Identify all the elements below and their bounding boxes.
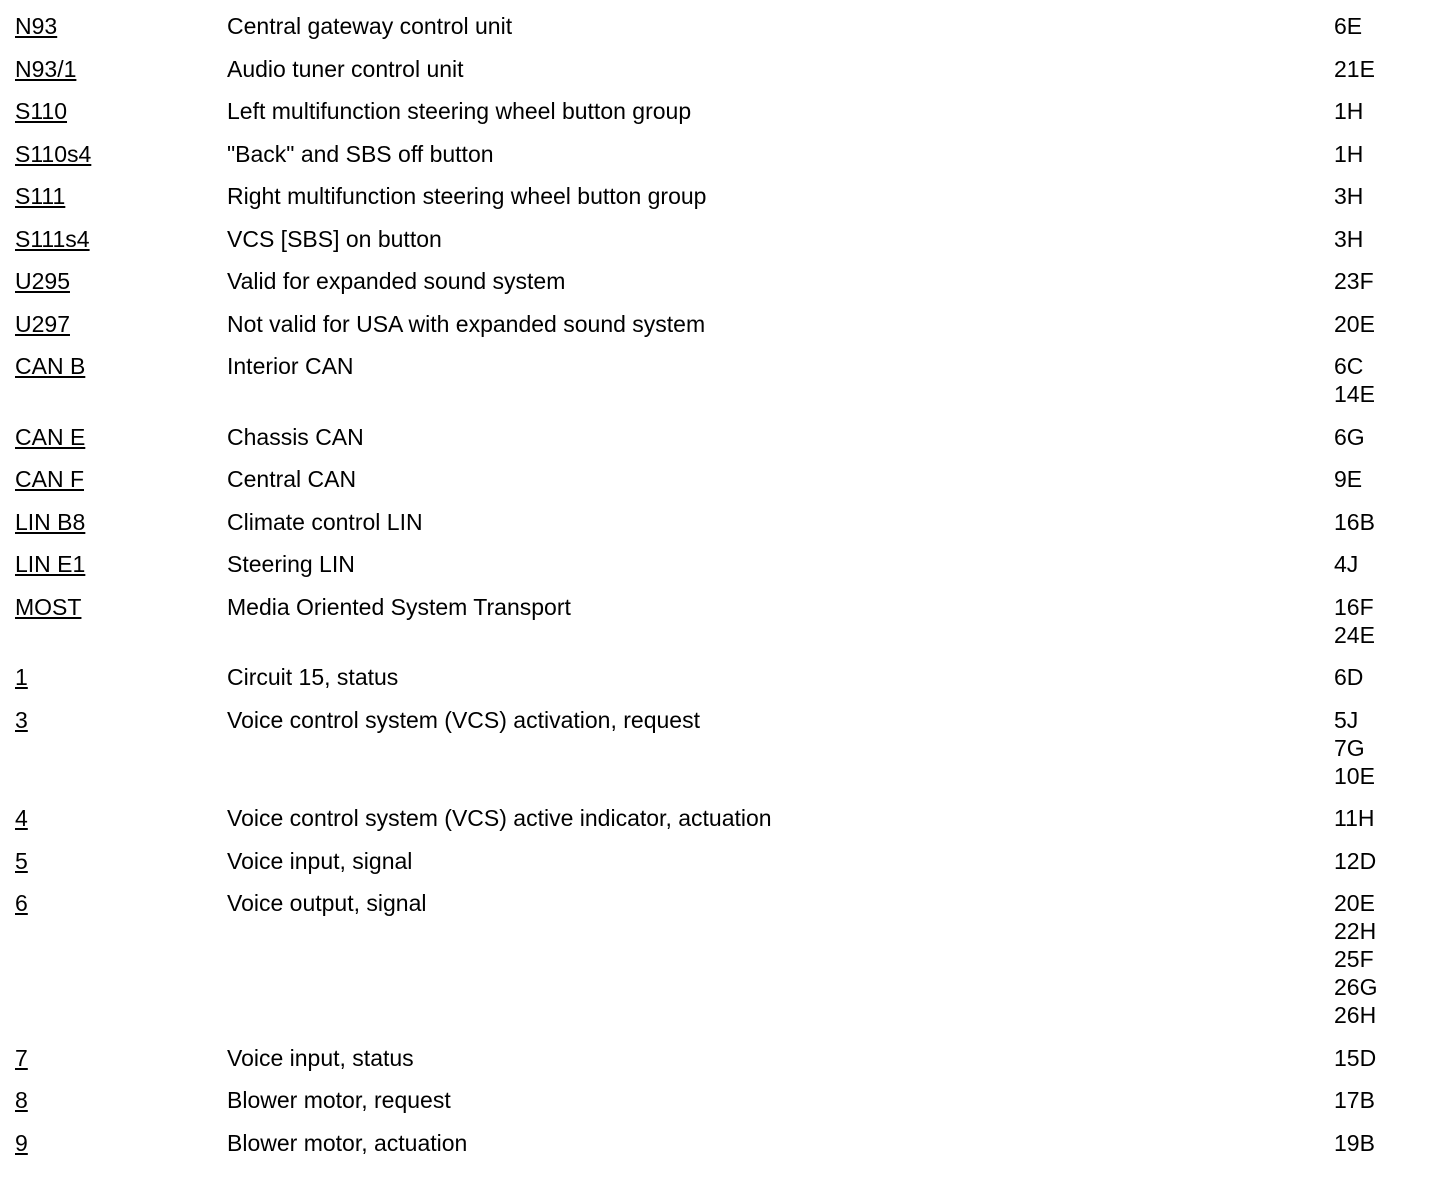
grid-reference: 16F <box>1334 593 1374 620</box>
grid-reference-list <box>1334 97 1425 125</box>
legend-row <box>15 310 1425 338</box>
component-code-link[interactable]: 7 <box>15 1044 28 1071</box>
grid-reference: 1H <box>1334 140 1364 167</box>
grid-reference: 23F <box>1334 268 1374 294</box>
component-code-link[interactable]: 5 <box>15 847 28 874</box>
component-description: Voice control system (VCS) active indicator, actuation <box>227 805 772 831</box>
legend-row <box>15 225 1425 253</box>
component-description: Media Oriented System Transport <box>227 593 571 620</box>
grid-reference: 20E <box>1334 310 1375 337</box>
grid-reference: 4J <box>1334 551 1359 577</box>
component-code-link[interactable]: S111s4 <box>15 225 90 252</box>
component-description: Circuit 15, status <box>227 664 399 690</box>
grid-reference-list <box>1334 225 1425 253</box>
grid-reference-list <box>1334 1086 1425 1114</box>
component-description: Interior CAN <box>227 353 354 379</box>
legend-row <box>15 97 1425 125</box>
legend-row <box>15 550 1425 578</box>
component-code-link[interactable]: N93/1 <box>15 55 77 82</box>
legend-row <box>15 12 1425 40</box>
component-description: Central CAN <box>227 466 357 492</box>
component-description: Steering LIN <box>227 551 355 577</box>
grid-reference-list <box>1334 310 1425 338</box>
component-description: "Back" and SBS off button <box>227 140 494 167</box>
component-code-link[interactable]: S110s4 <box>15 140 92 167</box>
grid-reference: 1H <box>1334 98 1364 124</box>
grid-reference-list <box>1334 663 1425 691</box>
component-description: VCS [SBS] on button <box>227 225 442 252</box>
component-description: Right multifunction steering wheel button group <box>227 183 707 209</box>
legend-row <box>15 889 1425 1029</box>
component-description: Blower motor, actuation <box>227 1129 468 1156</box>
component-description: Climate control LIN <box>227 508 423 535</box>
component-code-link[interactable]: CAN B <box>15 353 86 379</box>
grid-reference-list <box>1334 847 1425 875</box>
component-description: Voice output, signal <box>227 890 427 916</box>
component-code-link[interactable]: S110 <box>15 98 68 124</box>
component-description: Not valid for USA with expanded sound system <box>227 310 706 337</box>
legend-row <box>15 182 1425 210</box>
legend-row <box>15 465 1425 493</box>
component-description: Central gateway control unit <box>227 13 513 39</box>
component-code-link[interactable]: 3 <box>15 706 28 733</box>
component-code-link[interactable]: CAN F <box>15 466 84 492</box>
legend-row <box>15 423 1425 451</box>
grid-reference: 21E <box>1334 55 1375 82</box>
grid-reference: 26H <box>1334 1002 1377 1028</box>
grid-reference-list <box>1334 706 1425 790</box>
component-description: Voice control system (VCS) activation, request <box>227 706 700 733</box>
grid-reference: 5J <box>1334 706 1359 733</box>
legend-row <box>15 706 1425 790</box>
grid-reference: 6C <box>1334 353 1364 379</box>
grid-reference-list <box>1334 12 1425 40</box>
component-code-link[interactable]: 1 <box>15 664 28 690</box>
component-code-link[interactable]: 4 <box>15 805 28 831</box>
component-code-link[interactable]: CAN E <box>15 423 86 450</box>
grid-reference: 25F <box>1334 946 1374 972</box>
legend-row <box>15 663 1425 691</box>
grid-reference-list <box>1334 267 1425 295</box>
grid-reference-list <box>1334 550 1425 578</box>
legend-row <box>15 804 1425 832</box>
component-description: Voice input, status <box>227 1044 414 1071</box>
legend-row <box>15 847 1425 875</box>
grid-reference-list <box>1334 593 1425 649</box>
component-description: Voice input, signal <box>227 847 413 874</box>
legend-row <box>15 593 1425 649</box>
grid-reference: 6G <box>1334 423 1365 450</box>
grid-reference: 10E <box>1334 762 1375 789</box>
grid-reference: 11H <box>1334 805 1375 831</box>
grid-reference-list <box>1334 182 1425 210</box>
component-code-link[interactable]: U297 <box>15 310 70 337</box>
component-code-link[interactable]: 9 <box>15 1129 28 1156</box>
grid-reference: 12D <box>1334 847 1377 874</box>
component-code-link[interactable]: LIN B8 <box>15 508 86 535</box>
component-description: Valid for expanded sound system <box>227 268 566 294</box>
grid-reference: 3H <box>1334 225 1364 252</box>
grid-reference: 20E <box>1334 890 1375 916</box>
grid-reference-list <box>1334 465 1425 493</box>
grid-reference: 6E <box>1334 13 1363 39</box>
legend-row <box>15 508 1425 536</box>
legend-row <box>15 1129 1425 1157</box>
component-description: Left multifunction steering wheel button group <box>227 98 692 124</box>
component-code-link[interactable]: MOST <box>15 593 82 620</box>
grid-reference-list <box>1334 508 1425 536</box>
component-code-link[interactable]: N93 <box>15 13 58 39</box>
grid-reference-list <box>1334 140 1425 168</box>
legend-row <box>15 55 1425 83</box>
component-code-link[interactable]: S111 <box>15 183 66 209</box>
grid-reference-list <box>1334 423 1425 451</box>
component-description: Blower motor, request <box>227 1087 451 1113</box>
grid-reference-list <box>1334 352 1425 408</box>
grid-reference-list <box>1334 55 1425 83</box>
grid-reference: 15D <box>1334 1044 1377 1071</box>
legend-row <box>15 267 1425 295</box>
grid-reference-list <box>1334 804 1425 832</box>
grid-reference: 26G <box>1334 974 1378 1000</box>
grid-reference: 6D <box>1334 664 1364 690</box>
grid-reference: 7G <box>1334 734 1365 761</box>
grid-reference-list <box>1334 1129 1425 1157</box>
grid-reference-list <box>1334 889 1425 1029</box>
legend-row <box>15 140 1425 168</box>
component-code-link[interactable]: U295 <box>15 268 70 294</box>
component-code-link[interactable]: 6 <box>15 890 28 916</box>
legend-row <box>15 1044 1425 1072</box>
grid-reference: 24E <box>1334 621 1375 648</box>
grid-reference: 14E <box>1334 381 1375 407</box>
grid-reference: 3H <box>1334 183 1364 209</box>
grid-reference: 19B <box>1334 1129 1375 1156</box>
grid-reference: 22H <box>1334 918 1377 944</box>
legend-row <box>15 1086 1425 1114</box>
component-description: Audio tuner control unit <box>227 55 464 82</box>
grid-reference: 16B <box>1334 508 1375 535</box>
grid-reference: 9E <box>1334 466 1363 492</box>
component-description: Chassis CAN <box>227 423 364 450</box>
component-code-link[interactable]: LIN E1 <box>15 551 86 577</box>
component-code-link[interactable]: 8 <box>15 1087 28 1113</box>
legend-row <box>15 352 1425 408</box>
grid-reference-list <box>1334 1044 1425 1072</box>
grid-reference: 17B <box>1334 1087 1375 1113</box>
component-legend-list <box>15 12 1425 1171</box>
